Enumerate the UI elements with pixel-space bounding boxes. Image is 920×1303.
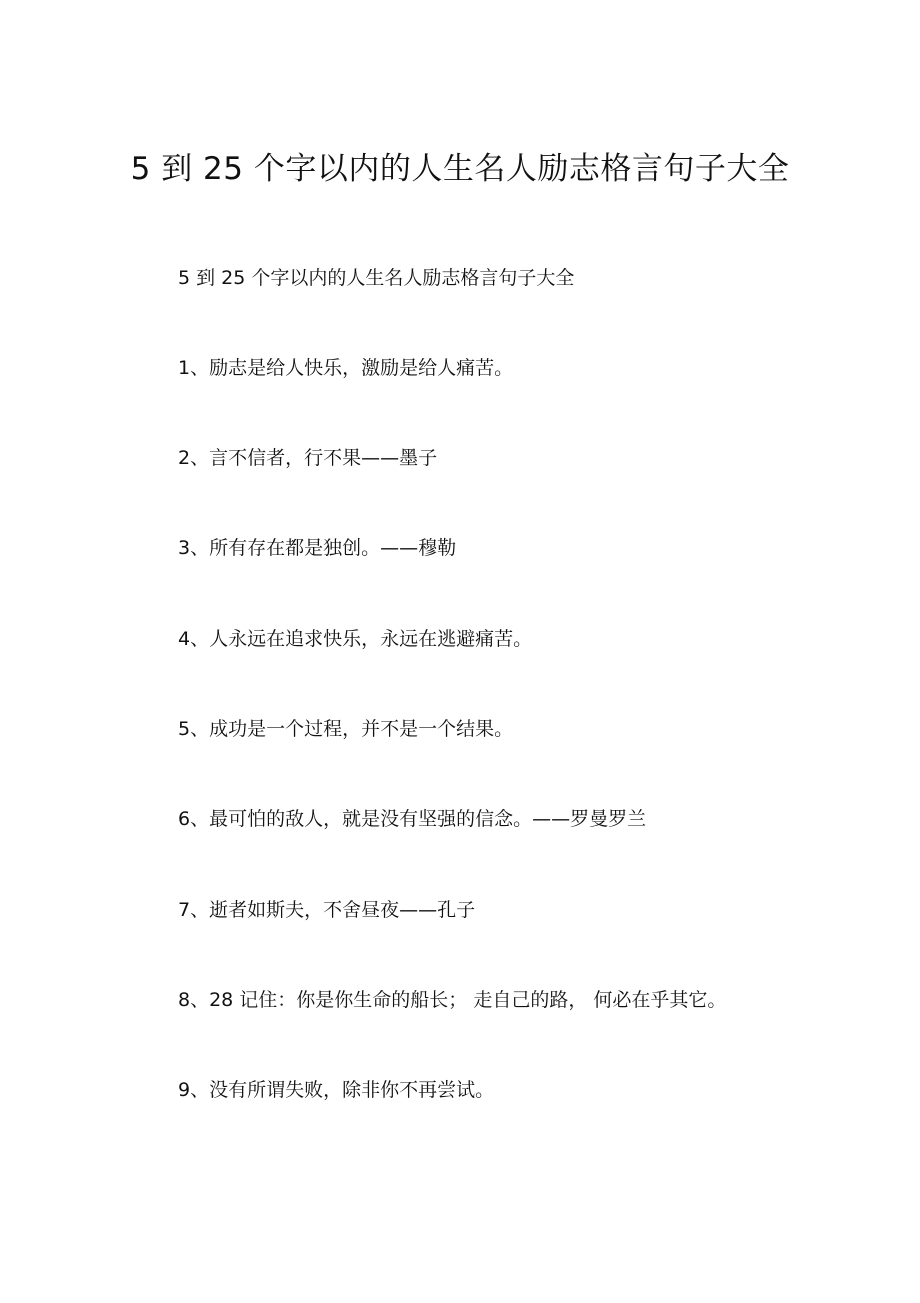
- quote-item-5: 5、成功是一个过程，并不是一个结果。: [178, 718, 514, 740]
- quote-item-9: 9、没有所谓失败，除非你不再尝试。: [178, 1079, 495, 1101]
- quote-item-1: 1、励志是给人快乐，激励是给人痛苦。: [178, 357, 514, 379]
- quote-item-8: 8、28 记住：你是你生命的船长； 走自己的路， 何必在乎其它。: [178, 989, 727, 1011]
- document-title: 5 到 25 个字以内的人生名人励志格言句子大全: [130, 151, 790, 187]
- quote-item-3: 3、所有存在都是独创。——穆勒: [178, 537, 457, 559]
- quote-item-4: 4、人永远在追求快乐，永远在逃避痛苦。: [178, 628, 533, 650]
- document-subtitle: 5 到 25 个字以内的人生名人励志格言句子大全: [178, 267, 575, 289]
- quote-item-7: 7、逝者如斯夫，不舍昼夜——孔子: [178, 899, 476, 921]
- quote-item-6: 6、最可怕的敌人，就是没有坚强的信念。——罗曼罗兰: [178, 808, 647, 830]
- quote-item-2: 2、言不信者，行不果——墨子: [178, 447, 438, 469]
